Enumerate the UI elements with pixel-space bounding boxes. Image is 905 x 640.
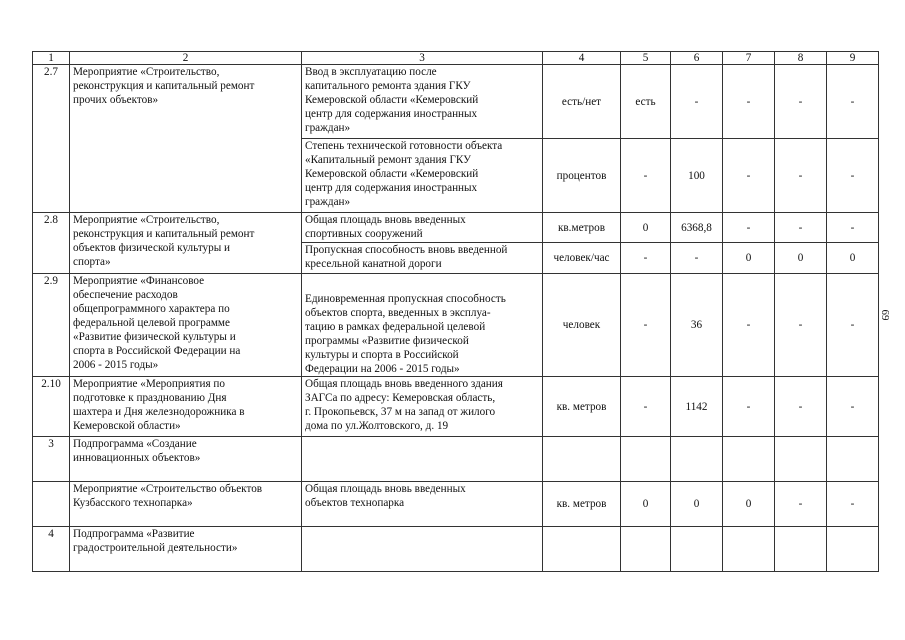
value-cell: 0: [723, 482, 775, 527]
value-cell: -: [621, 243, 671, 274]
empty-cell: [671, 437, 723, 482]
empty-cell: [302, 437, 543, 482]
header-cell: 2: [70, 52, 302, 65]
value-cell: -: [723, 213, 775, 243]
value-cell: -: [671, 65, 723, 139]
value-cell: 0: [827, 243, 879, 274]
empty-cell: [33, 482, 70, 527]
empty-cell: [775, 527, 827, 572]
event-name: Мероприятие «Мероприятия по подготовке к празднованию Дня шахтера и Дня железнодорожника в Кемеровской области»: [70, 377, 302, 437]
header-cell: 7: [723, 52, 775, 65]
value-cell: -: [775, 65, 827, 139]
event-name: Мероприятие «Строительство объектов Кузбасского технопарка»: [70, 482, 302, 527]
value-cell: 0: [775, 243, 827, 274]
value-cell: -: [723, 65, 775, 139]
page-number: 69: [879, 309, 891, 321]
row-number: 2.10: [33, 377, 70, 437]
value-cell: -: [827, 139, 879, 213]
row-number: 2.9: [33, 274, 70, 377]
table-row: [33, 377, 879, 437]
empty-cell: [302, 527, 543, 572]
empty-cell: [543, 527, 621, 572]
header-cell: 3: [302, 52, 543, 65]
indicator-name: Общая площадь вновь введенных объектов технопарка: [302, 482, 543, 527]
value-cell: -: [775, 274, 827, 377]
empty-cell: [775, 437, 827, 482]
value-cell: -: [775, 377, 827, 437]
value-cell: -: [671, 243, 723, 274]
indicator-name: Ввод в эксплуатацию после капитального ремонта здания ГКУ Кемеровской области «Кемеровский центр для содержания иностранных граждан»: [302, 65, 543, 139]
indicator-name: Общая площадь вновь введенных спортивных сооружений: [302, 213, 543, 243]
table-row: [33, 274, 879, 377]
value-cell: -: [827, 377, 879, 437]
table-row: [33, 482, 879, 527]
value-cell: 6368,8: [671, 213, 723, 243]
value-cell: -: [723, 274, 775, 377]
empty-cell: [671, 527, 723, 572]
value-cell: 36: [671, 274, 723, 377]
unit-cell: есть/нет: [543, 65, 621, 139]
value-cell: -: [827, 65, 879, 139]
empty-cell: [723, 527, 775, 572]
value-cell: -: [827, 274, 879, 377]
value-cell: -: [723, 377, 775, 437]
header-cell: 8: [775, 52, 827, 65]
row-number: 3: [33, 437, 70, 482]
indicators-table: [32, 51, 879, 572]
table-row: [33, 213, 879, 243]
empty-cell: [723, 437, 775, 482]
header-cell: 5: [621, 52, 671, 65]
value-cell: 0: [621, 482, 671, 527]
empty-cell: [827, 527, 879, 572]
row-number: 4: [33, 527, 70, 572]
header-cell: 9: [827, 52, 879, 65]
value-cell: -: [775, 139, 827, 213]
indicator-name: Пропускная способность вновь введенной кресельной канатной дороги: [302, 243, 543, 274]
header-row: [33, 52, 879, 65]
unit-cell: процентов: [543, 139, 621, 213]
empty-cell: [621, 437, 671, 482]
empty-cell: [543, 437, 621, 482]
unit-cell: кв.метров: [543, 213, 621, 243]
value-cell: -: [775, 482, 827, 527]
unit-cell: человек: [543, 274, 621, 377]
value-cell: 0: [723, 243, 775, 274]
table-row: [33, 527, 879, 572]
row-number: 2.7: [33, 65, 70, 213]
value-cell: 0: [671, 482, 723, 527]
event-name: Мероприятие «Строительство, реконструкция и капитальный ремонт прочих объектов»: [70, 65, 302, 213]
subprogram-name: Подпрограмма «Развитие градостроительной деятельности»: [70, 527, 302, 572]
value-cell: -: [775, 213, 827, 243]
value-cell: есть: [621, 65, 671, 139]
value-cell: 0: [621, 213, 671, 243]
value-cell: -: [621, 139, 671, 213]
value-cell: -: [827, 482, 879, 527]
table-row: [33, 437, 879, 482]
unit-cell: кв. метров: [543, 377, 621, 437]
value-cell: -: [621, 274, 671, 377]
value-cell: -: [621, 377, 671, 437]
indicator-name: Общая площадь вновь введенного здания ЗАГСа по адресу: Кемеровская область, г. Прокопьевск, 37 м на запад от жилого дома по ул.Жолтовского, д. 19: [302, 377, 543, 437]
empty-cell: [827, 437, 879, 482]
indicator-name: Степень технической готовности объекта «Капитальный ремонт здания ГКУ Кемеровской области «Кемеровский центр для содержания иностранных граждан»: [302, 139, 543, 213]
unit-cell: человек/час: [543, 243, 621, 274]
header-cell: 4: [543, 52, 621, 65]
header-cell: 6: [671, 52, 723, 65]
empty-cell: [621, 527, 671, 572]
table-row: [33, 65, 879, 139]
value-cell: -: [723, 139, 775, 213]
event-name: Мероприятие «Финансовое обеспечение расходов общепрограммного характера по федеральной целевой программе «Развитие физической культуры и спорта в Российской Федерации на 2006 - 2015 годы»: [70, 274, 302, 377]
value-cell: 100: [671, 139, 723, 213]
indicator-name: Единовременная пропускная способность объектов спорта, введенных в эксплуа- тацию в рамках федеральной целевой программы «Развитие физической культуры и спорта в Российской Федерации на 2006 - 2015 годы»: [302, 274, 543, 377]
event-name: Мероприятие «Строительство, реконструкция и капитальный ремонт объектов физической культуры и спорта»: [70, 213, 302, 274]
value-cell: -: [827, 213, 879, 243]
subprogram-name: Подпрограмма «Создание инновационных объектов»: [70, 437, 302, 482]
unit-cell: кв. метров: [543, 482, 621, 527]
value-cell: 1142: [671, 377, 723, 437]
row-number: 2.8: [33, 213, 70, 274]
header-cell: 1: [33, 52, 70, 65]
